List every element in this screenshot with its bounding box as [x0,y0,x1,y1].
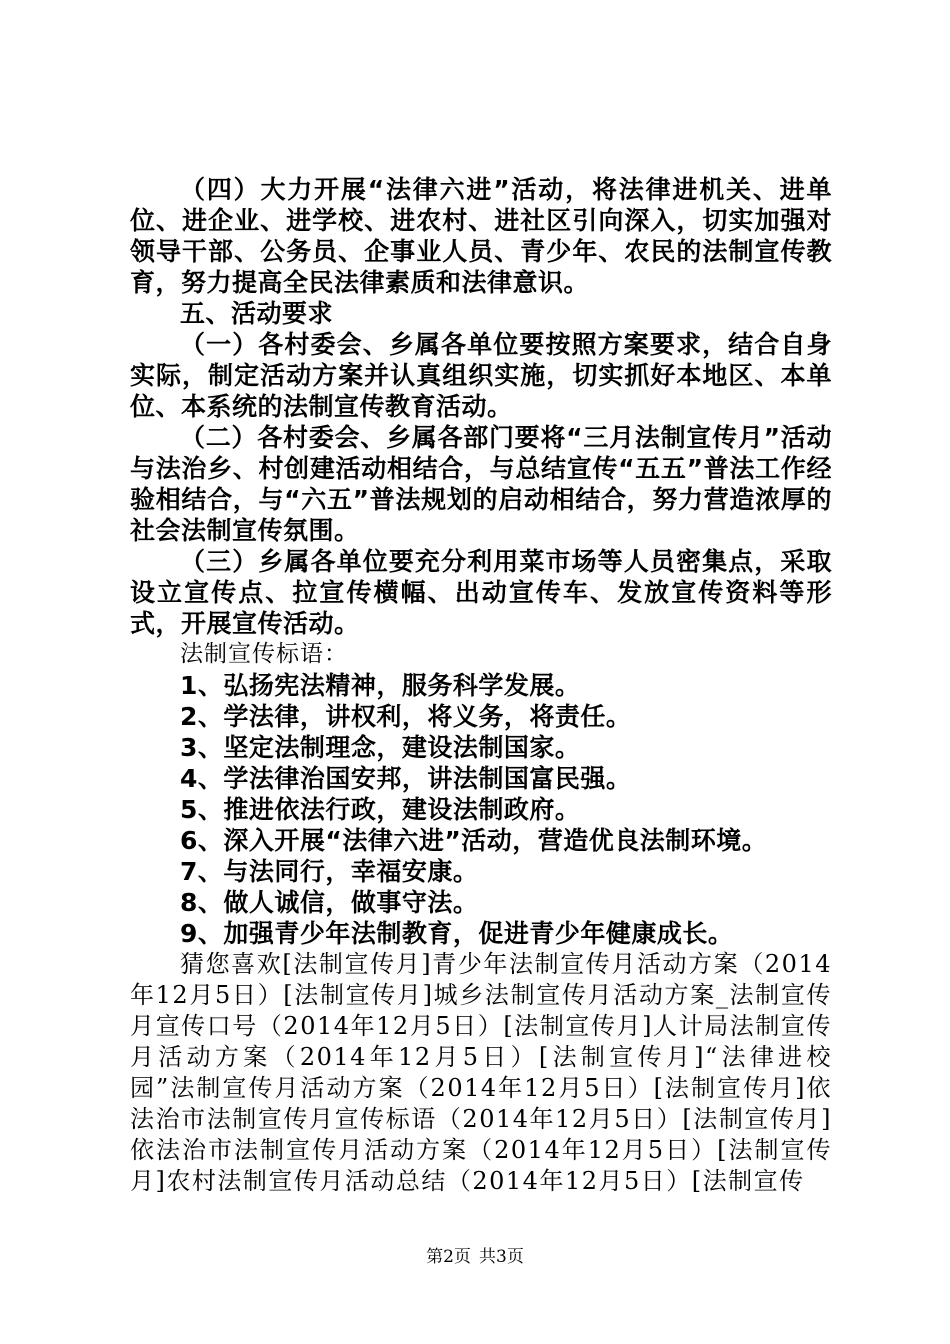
page-number: 第2页 [426,1247,471,1267]
slogan-item: 6、深入开展“法律六进”活动，营造优良法制环境。 [180,826,768,855]
slogan-item: 8、做人诚信，做事守法。 [180,888,479,917]
slogans-title: 法制宣传标语： [180,641,348,667]
document-body [130,174,832,1197]
requirement-item-1: （一）各村委会、乡属各单位要按照方案要求，结合自身实际，制定活动方案并认真组织实施，切实抓好本地区、本单位、本系统的法制宣传教育活动。 [130,330,832,421]
slogan-item: 4、学法律治国安邦，讲法制国富民强。 [180,764,632,793]
slogan-item: 5、推进依法行政，建设法制政府。 [180,795,581,824]
slogan-item: 1、弘扬宪法精神，服务科学发展。 [180,671,581,700]
related-articles-text: 猜您喜欢[法制宣传月]青少年法制宣传月活动方案（2014年12月5日）[法制宣传月]城乡法制宣传月活动方案_法制宣传月宣传口号（2014年12月5日）[法制宣传月]人计局法制宣传月活动方案（2014年12月5日）[法制宣传月]“法律进校园”法制宣传月活动方案（2014年12月5日）[法制宣传月]依法治市法制宣传月宣传标语（2014年12月5日）[法制宣传月]依法治市法制宣传月活动方案（2014年12月5日）[法制宣传月]农村法制宣传月活动总结（2014年12月5日）[法制宣传 [130,950,832,1195]
requirement-item-3: （三）乡属各单位要充分利用菜市场等人员密集点，采取设立宣传点、拉宣传横幅、出动宣传车、发放宣传资料等形式，开展宣传活动。 [130,547,832,638]
slogan-item: 7、与法同行，幸福安康。 [180,857,479,886]
page-total: 共3页 [479,1247,524,1267]
slogan-item: 3、坚定法制理念，建设法制国家。 [180,733,581,762]
paragraph-four: （四）大力开展“法律六进”活动，将法律进机关、进单位、进企业、进学校、进农村、进社区引向深入，切实加强对领导干部、公务员、企事业人员、青少年、农民的法制宣传教育，努力提高全民法律素质和法律意识。 [130,175,832,297]
requirement-item-2: （二）各村委会、乡属各部门要将“三月法制宣传月”活动与法治乡、村创建活动相结合，与总结宣传“五五”普法工作经验相结合，与“六五”普法规划的启动相结合，努力营造浓厚的社会法制宣传氛围。 [130,423,832,545]
slogan-item: 2、学法律，讲权利，将义务，将责任。 [180,702,632,731]
slogan-item: 9、加强青少年法制教育，促进青少年健康成长。 [180,919,734,948]
page-footer [0,1242,950,1267]
section-heading-requirements: 五、活动要求 [180,299,334,328]
